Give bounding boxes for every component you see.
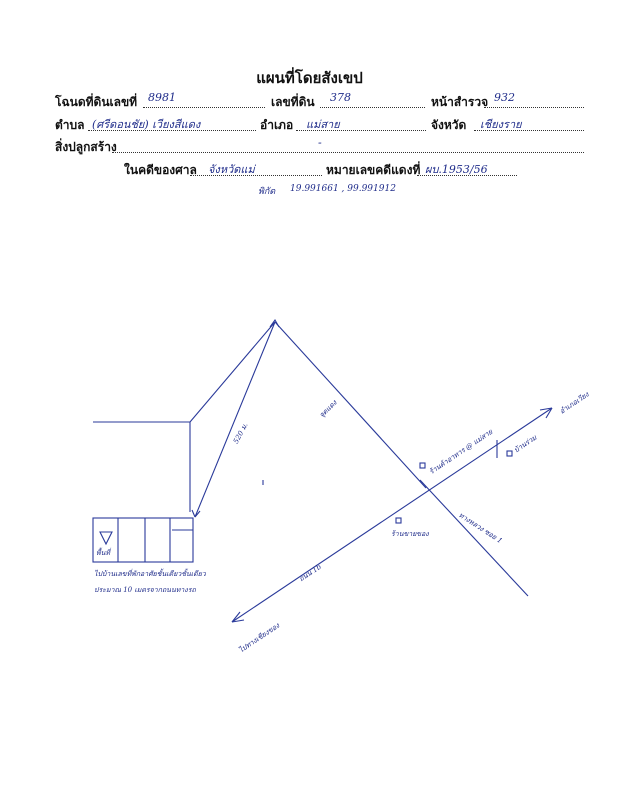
court-label: ในคดีของศาล [124,163,197,177]
note-line-1: ไปบ้านเลขที่พักอาศัยชั้นเดียวชั้นเดียว [94,570,206,578]
distance-label: 520 ม. [231,421,250,446]
land-no-label: เลขที่ดิน [271,95,315,109]
house-right-label: บ้านร่วม [512,433,539,455]
to-left-label: ไปทางเชียงของ [237,621,281,655]
road-arrow-left [232,612,244,622]
north-label: จุดแดง [317,398,339,420]
page-title: แผนที่โดยสังเขป [256,69,363,87]
junction-square-icon [420,463,425,468]
deed-label: โฉนดที่ดินเลขที่ [55,95,138,109]
road-left-label: ถนน 1b [297,562,323,584]
deed-value: 8981 [148,91,176,104]
house-bottom-square-icon [396,518,401,523]
junction-label: ร้านค้าอาหาร @ แม่สาย [427,427,495,477]
province-value: เชียงราย [480,118,522,131]
court-value: จังหวัดแม่ [208,163,255,176]
cross-road-line [420,480,528,596]
land-no-value: 378 [330,91,351,104]
subdistrict-label: ตำบล [55,118,85,132]
survey-page-value: 932 [494,91,515,104]
house-right-square-icon [507,451,512,456]
district-label: อำเภอ [260,118,294,132]
left-ridge-line [190,322,275,517]
case-no-value: ผบ.1953/56 [425,163,488,176]
building-label: พื้นที่ [96,549,111,557]
survey-page-label: หน้าสำรวจ [431,95,489,109]
right-ridge-line [275,322,426,488]
main-road-line [232,408,552,622]
case-no-label: หมายเลขคดีแดงที่ [326,163,421,177]
coordinates-value: 19.991661 , 99.991912 [290,184,396,194]
district-value: แม่สาย [306,118,340,131]
buildings-label: สิ่งปลูกสร้าง [55,140,117,154]
road-cross-label: ทางหลวง ซอย 1 [457,511,504,546]
note-line-2: ประมาณ 10 เมตรจากถนนทางรถ [94,586,196,594]
coordinates-label: พิกัด [258,187,276,197]
subdistrict-value: (ศรีดอนชัย) เวียงสีแดง [92,118,201,131]
to-right-label: อำเภอเวียง [558,390,591,416]
province-label: จังหวัด [431,118,467,132]
buildings-value: - [318,136,322,149]
house-bottom-label: ร้านขายของ [391,530,429,538]
